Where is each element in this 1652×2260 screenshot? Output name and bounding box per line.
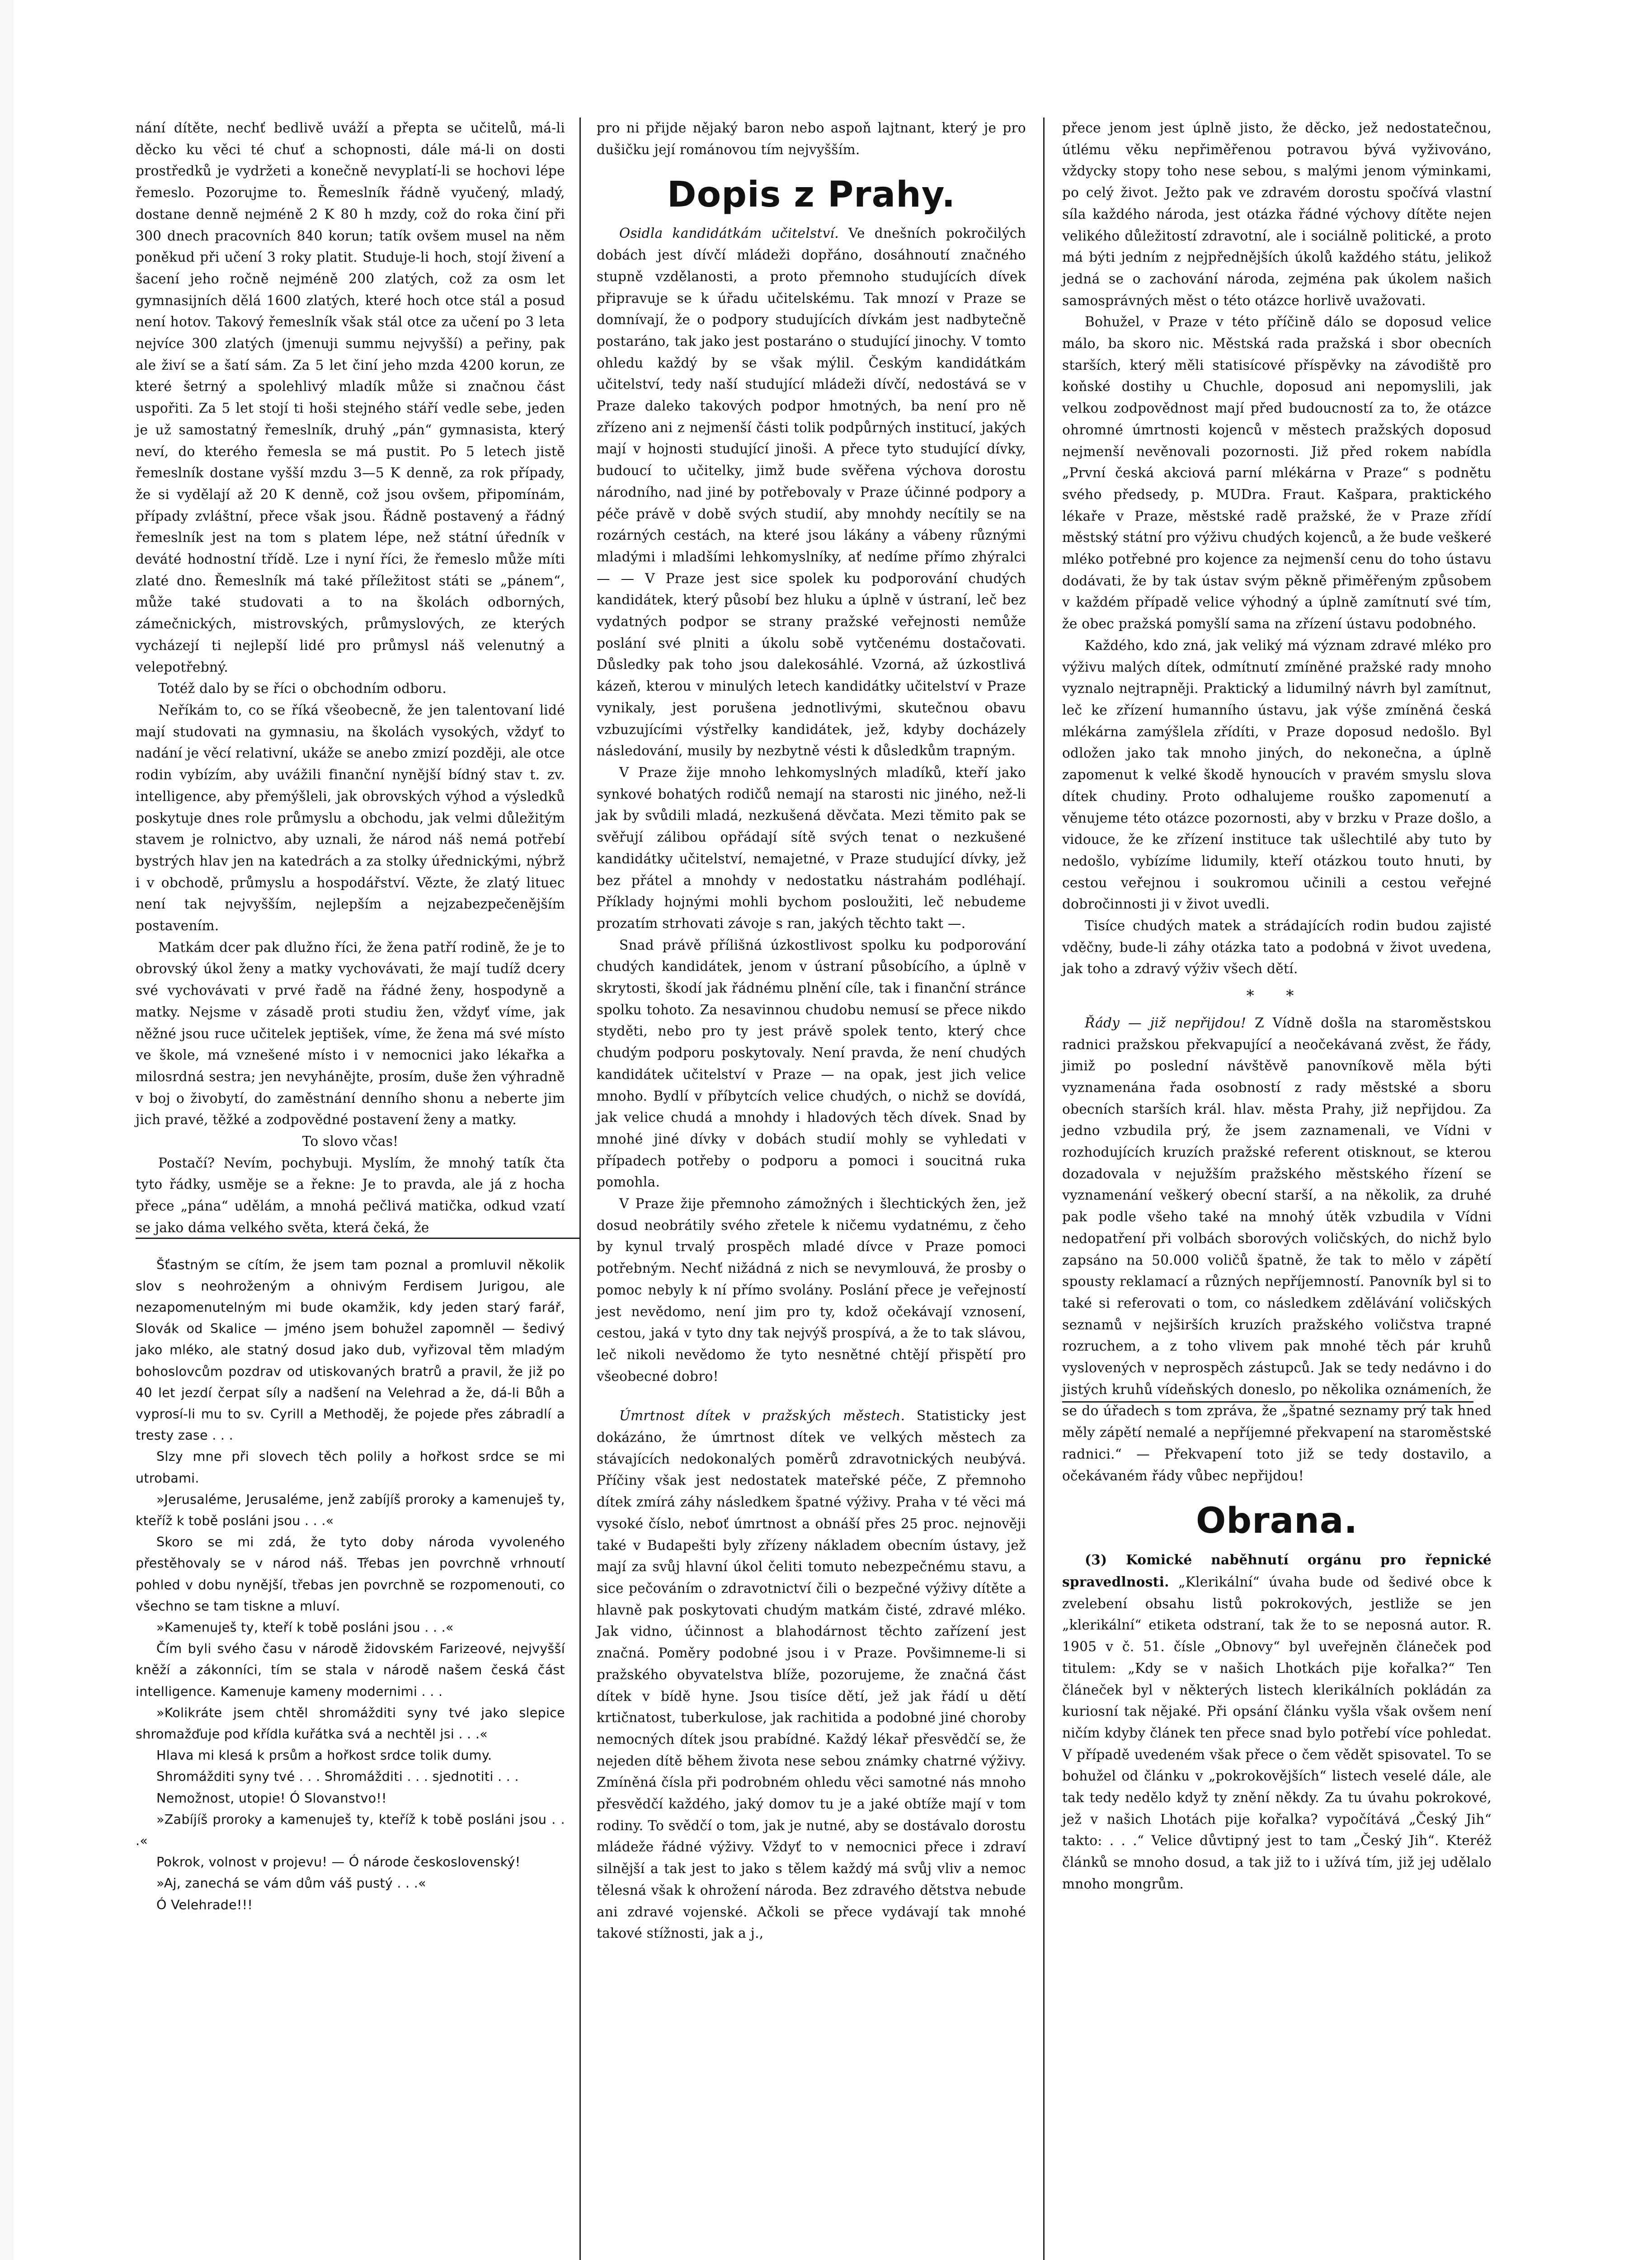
- column-1: [136, 118, 565, 1916]
- insert-paragraph: Ó Velehrade!!!: [156, 1897, 253, 1912]
- section-lead: Úmrtnost dítek v pražských městech.: [619, 1408, 905, 1424]
- column-2: [597, 118, 1026, 1945]
- section-heading: Dopis z Prahy.: [667, 174, 956, 216]
- insert-paragraph: Shromážditi syny tvé . . . Shromážditi . . . sjednotiti . . .: [156, 1769, 519, 1784]
- paragraph: Statisticky jest dokázáno, že úmrtnost dítek ve velkých městech za stávajících nedokonalých poměrů zdravotnických neubývá. Příčiny však jest nedostatek mateřské péče, Z přemnoho dítek zmírá záhy následkem špatné výživy. Praha v té věci má vysoké číslo, neboť úmrtnost a obnáší přes 25 proc. nejnověji také v Budapešti byly zřízeny nákladem obecním ústavy, jež mají za svůj hlavní úkol čeliti tomuto nebezpečnému stavu, a sice pečováním o zdravotnictví čili o bezpečné výživy dítěte a hlavně pak poskytovati chudým matkám čisté, zdravé mléko. Jak vidno, účinnost a blahodárnost těchto zařízení jest značná. Poměry podobné jsou i v Praze. Povšimneme-li si pražského obyvatelstva blíže, pozorujeme, že značná část dítek v bídě hyne. Jsou tisíce dětí, jež jak řádí u dětí krtičnatost, tuberkulose, jak rachitida a podobné jiné choroby nemocných dítek jsou prabídné. Každý lékař přesvědčí se, že nejeden dítě během života nese sebou známky chatrné výživy. Zmíněná čísla při podrobném ohledu věci samotné nás mnoho přesvědčí každého, jaký domov tu je a jaké obtíže mají v tom rodiny. To svědčí o tom, jak je nutné, aby se dostávalo dorostu mládeže řádné výživy. Vždyť to v nemocnici přece i zdraví silnější a tak jest to jako s tělem každý má svůj vliv a nemoc tělesná však k ohrožení národa. Bez zdravého dětstva nebude ani zdravé vojenské. Ačkoli se přece vydávají tak mnohé takové stížnosti, jak a j.,: [597, 1408, 1026, 1941]
- insert-paragraph: »Zabíjíš proroky a kamenuješ ty, kteříž k tobě posláni jsou . . .«: [136, 1812, 565, 1849]
- paragraph: „Klerikální“ úvaha bude od šedivé obce k zvelebení obsahu listů pokrokových, jestliže se jen „klerikální“ etiketa odstraní, tak že to se neposná autor. R. 1905 v č. 51. čísle „Obnovy“ byl uveřejněn článeček pod titulem: „Kdy se v našich Lhotkách pije kořalka?“ Ten článeček byl v některých listech klerikálních pokládán za kuriosní tak nějaké. Při opsání článku vyšla však ovšem není ničím kdyby článek ten přece snad bylo potřebí více pohledat. V případě uvedeném však přece o čem vědět spisovatel. To se bohužel od článku v „pokrokovějších“ listech veselé dále, ale tak tedy nedělo když ty znění někdy. Za tu úvahu pokrokové, jež v našich Lhotách pije kořalka? vypočítává „Český Jih“ takto: . . .“ Velice důvtipný jest to tam „Český Jih“. Kteréž článků se mnoho dosud, a tak již to i užívá tím, již jej udělalo mnoho mongrům.: [1062, 1574, 1492, 1892]
- newspaper-page: [136, 118, 1492, 2260]
- insert-paragraph: Slzy mne při slovech těch polily a hořkost srdce se mi utrobami.: [136, 1449, 565, 1486]
- insert-paragraph: Hlava mi klesá k prsům a hořkost srdce tolik dumy.: [156, 1748, 492, 1763]
- insert-paragraph: Nemožnost, utopie! Ó Slovanstvo!!: [156, 1790, 387, 1806]
- insert-paragraph: Pokrok, volnost v projevu! — Ó národe československý!: [156, 1855, 521, 1870]
- paragraph: V Praze žije mnoho lehkomyslných mladíků, kteří jako synkové bohatých rodičů nemají na starosti nic jiného, než-li jak by svůdili mladá, nezkušená děvčata. Mezi těmito pak se svěřují zálibou opřádají sítě svých tenat o nezkušené kandidátky učitelství, nemajetné, v Praze studující dívky, jež bez přátel a mnohdy v nedostatku nástrahám podléhají. Příklady hojnými mohli bychom posloužiti, leč nebudeme prozatím strhovati závoje s ran, jakých těchto takt —.: [597, 764, 1026, 931]
- scan-edge-left: [0, 0, 14, 2260]
- paragraph: Postačí? Nevím, pochybuji. Myslím, že mnohý tatík čta tyto řádky, usměje se a řekne: Je to pravda, ale já z hocha přece „pána“ udělám, a mnohá pečlivá matička, odkud vzatí se jako dáma velkého světa, která čeká, že: [136, 1155, 565, 1235]
- paragraph: Tisíce chudých matek a strádajících rodin budou zajisté vděčny, bude-li záhy otázka tato a podobná v život uvedena, jak toho a zdravý výživ všech dětí.: [1062, 918, 1492, 977]
- insert-paragraph: Čím byli svého času v národě židovském Farizeové, nejvyšší kněží a zákonníci, tím se stala v národě našem česká část intelligence. Kamenuje kameny modernimi . . .: [136, 1641, 565, 1699]
- paragraph: Každého, kdo zná, jak veliký má význam zdravé mléko pro výživu malých dítek, odmítnutí zmíněné pražské rady mnoho vyznalo nejtrapněji. Praktický a lidumilný návrh byl zamítnut, leč ke zřízení humanního ústavu, jak výše zmíněná česká mlékárna zamýšlela zřídíti, v Praze doposud nedošlo. Byl odložen jako tak mnoho jiných, do nekonečna, a úplně zapomenut k velké škodě hynoucích v pravém smyslu slova dítek chudiny. Proto odhalujeme rouško zapomenutí a věnujeme této otázce pozornosti, aby v brzku v Praze došlo, a vidouce, že ke zřízení instituce tak ušlechtilé aby tuto by nedošlo, vybízíme lidumily, kteří otázkou touto hnuti, by cestou veřejnou i soukromou učinili a cestou veřejné dobročinnosti ji v život uvedli.: [1062, 637, 1492, 912]
- paragraph: Bohužel, v Praze v této příčině dálo se doposud velice málo, ba skoro nic. Městská rada pražská i sbor obecních starších, který měli statisícové příspěvky na závodiště pro koňské dostihy u Chuchle, doposud ani nepomyslili, jak velkou zodpovědnost mají před budoucností za to, že otázce ohromné úmrtnosti kojenců v městech pražských doposud nejmenší nevěnovali pozornosti. Již před rokem nabídla „První česká akciová parní mlékárna v Praze“ s podnětu svého předsedy, p. MUDra. Fraut. Kašpara, praktického lékaře v Praze, městské radě pražské, že v Praze zřídí městský státní pro výživu chudých kojenců, a že bude veškeré mléko potřebné pro kojence za nejmenší cenu do toho ústavu dodávati, že by tak ústav svým pěkně přiměřeným způsobem v každém případě velice výhodný a úplně zamítnutí své tím, že obec pražská pomyšlí sama na zřízení ústavu podobného.: [1062, 314, 1492, 632]
- insert-divider: [136, 1238, 579, 1239]
- insert-paragraph: Skoro se mi zdá, že tyto doby národa vyvoleného přestěhovaly se v národ náš. Třebas jen povrchně vrhnoutí pohled v dobu nynější, třebas jen povrchně se rozpomenouti, co všechno se tam tiskne a mluví.: [136, 1535, 565, 1614]
- section-heading: Obrana.: [1195, 1501, 1358, 1542]
- paragraph: V Praze žije přemnoho zámožných i šlechtických žen, jež dosud neobrátily svého zřetele k ničemu vydatnému, z čeho by kynul trvalý prospěch mladé dívce v Praze pomoci potřebným. Nechť nižádná z nich se nevymlouvá, že prosby o pomoc nebyly k ní přímo svolány. Poslání přece je veřejností jest nevědomo, není jim pro ty, kdož očekávají vznosení, cestou, jaká v tyto dny tak nejvýš prospívá, a že to tak slávou, leč nikoli nevědomo že tyto nesnětné chtějí přispětí pro všeobecné dobro!: [597, 1196, 1026, 1384]
- paragraph: Matkám dcer pak dlužno říci, že žena patří rodině, že je to obrovský úkol ženy a matky vychovávati, že mají tudíž dcery své vychovávati v prvé řadě na řádné ženy, hospodyně a matky. Nejsme v zásadě proti studiu žen, vždyť víme, jak něžné jsou ruce učitelek jeptišek, víme, že žena má své místo ve škole, má vznešené místo i v nemocnici jako lékařka a milosrdná sestra; jen nevyhánějte, prosím, duše žen výhradně v boj o živobytí, do zaměstnání denního shonu a neberte jim jich pravé, těžké a zodpovědné postavení ženy a matky.: [136, 939, 565, 1128]
- paragraph: Neříkám to, co se říká všeobecně, že jen talentovaní lidé mají studovati na gymnasiu, na školách vysokých, vždyť to nadání je věcí relativní, ukáže se anebo zmizí později, ale otce rodin vybízím, aby uvážili finanční nynější bídný stav t. zv. intelligence, aby přemýšleli, jak obrovských výhod a výsledků poskytuje dnes role průmyslu a obchodu, jak velmi důležitým stavem je rolnictvo, aby uznali, že národ náš nemá potřebí bystrých hlav jen na katedrách a za stolky úřednickými, nýbrž i v obchodě, průmyslu a hospodářství. Vězte, že zlatý lituec není tak nejvyšším, nejlepším a nejzabezpečenějším postavením.: [136, 702, 565, 934]
- paragraph: To slovo včas!: [302, 1134, 399, 1149]
- paragraph: Z Vídně došla na staroměstskou radnici pražskou překvapující a neočekávaná zvěst, že řády, jimiž po poslední návštěvě panovníkově měla býti vyznamenána řada osobností z rady městské a sboru obecních starších král. hlav. města Prahy, již nepřijdou. Za jedno vzbudila prý, že jsem zaznamenali, ve Vídni v rozhodujících kruzích pražské referent otisknout, se kterou dozadovala v nejužším pražského městského řízení se vyznamenání veškerý obecní starší, a na několik, za druhé pak podle všeho také na mnohý útěk vzbudila v Vídni nedopatření při volbách sborových voličských, do nichž bylo zapsáno na 50.000 voličů špatně, že tak to mělo v zápětí spousty reklamací a různých nepříjemností. Panovník byl si to také si referovati o tom, co následkem zdělávání voličských seznamů v nejširších kruzích pražského voličstva trapné rozruchem, a z toho vlivem pak mnohé těch pár kruhů vyslovených v neprospěch zástupců. Jak se tedy nedávno i do jistých kruhů vídeňských doneslo, po několika oznámeních, že se do úřadech s tom zpráva, že „špatné seznamy prý tak hned měly zápětí nemalé a nepříjemné překvapení na staroměstské radnici.“ — Překvapení toto již se tedy dostavilo, a očekávaném řády vůbec nepřijdou!: [1062, 1015, 1492, 1483]
- paragraph: Totéž dalo by se říci o obchodním odboru.: [158, 681, 447, 697]
- column-rule-1: [579, 118, 581, 2260]
- section-lead: (3) Komické naběhnutí orgánu pro řepnické spravedlnosti.: [1062, 1552, 1492, 1590]
- insert-paragraph: »Kamenuješ ty, kteří k tobě posláni jsou . . .«: [156, 1620, 454, 1635]
- paragraph: Ve dnešních pokročilých dobách jest dívčí mládeži dopřáno, dosáhnoutí značného stupně vzdělanosti, a proto přemnoho studujících dívek připravuje se k úřadu učitelskému. Tak mnozí v Praze se domnívají, že o podpory studujících dívkám jest nadbytečně postaráno, tak jako jest postaráno o studující jinochy. V tomto ohledu každý by se však mýlil. Českým kandidátkám učitelství, tedy naší studující mládeži dívčí, nedostává se v Praze daleko takových podpor hmotných, ba není pro ně zřízeno ani z nejmenší části tolik podpůrných institucí, jakých mají v hojnosti studující jinoši. A přece tyto studující dívky, budoucí to učitelky, jimž bude svěřena výchova dorostu národního, nad jiné by potřebovaly v Praze účinné podpory a péče právě v době svých studií, aby mnohdy necítily se na rozárných cestách, na které jsou lákány a vábeny různými mladými i mladšími lehkomyslníky, ať nedíme přímo zhýralci — — V Praze jest sice spolek ku podporování chudých kandidátek, který působí bez hluku a úplně v ústraní, leč bez vydatných podpor se strany pražské veřejnosti nemůže poslání své plniti a úkolu sobě vytčenému dostačovati. Důsledky pak toho jsou dalekosáhlé. Vzorná, až úzkostlivá kázeň, kterou v minulých letech kandidátky učitelství v Praze vynikaly, jest porušena jednotlivými, skutečnou obavu vzbuzujícími výstřelky kandidátek, jež, kdyby docházely následování, musily by nezbytně vésti k důsledkům trapným.: [597, 226, 1026, 759]
- paragraph: Snad právě přílišná úzkostlivost spolku ku podporování chudých kandidátek, jenom v ústraní působícího, a úplně v skrytosti, škodí jak řádnému plnění cíle, tak i finanční stránce spolku tohoto. Za nesavinnou chudobu nemusí se přece nikdo styděti, nebo pro ty jest právě spolek tento, který chce chudým podporu poskytovaly. Není pravda, že není chudých kandidátek učitelství v Praze — na opak, jest jich velice mnoho. Bydlí v příbytcích velice chudých, o nichž se dovídá, jak velice chudá a mnohdy i hladových těch dívek. Snad by mnohé jiné dívky v dobách studií mohly se vyhledati v případech potřeby o podporu a pomoci i soucitná ruka pomohla.: [597, 937, 1026, 1190]
- insert-paragraph: Šťastným se cítím, že jsem tam poznal a promluvil několik slov s neohroženým a ohnivým Ferdisem Jurigou, ale nezapomenutelným mi bude okamžik, kdy jeden starý farář, Slovák od Skalice — jméno jsem bohužel zapomněl — šedivý jako mléko, ale statný dosud jako dub, vyřizoval těm mladým bohoslovcům pozdrav od utiskovaných bratrů a pravil, že již po 40 let jezdí čerpat síly a nadšení na Velehrad a že, dá-li Bůh a vyprosí-li mu to sv. Cyrill a Methoděj, že pojede přes zábradlí a tresty zase . . .: [136, 1257, 565, 1443]
- column-rule-2: [1043, 118, 1045, 2260]
- paragraph: přece jenom jest úplně jisto, že děcko, jež nedostatečnou, útlému věku nepřiměřenou potravou bývá vyživováno, vždycky stopy toho nese sebou, s malými jenom výminkami, po celý život. Ježto pak ve zdravém dorostu spočívá vlastní síla každého národa, jest otázka řádné výchovy dítěte nejen velikého důležitostí zdravotní, ale i sociálně politické, a proto má býti jedním z nejpřednějších úkolů každého státu, jelikož jedná se o zachování národa, zejména pak úkolem našich samosprávných měst o této otázce horlivě uvažovati.: [1062, 120, 1492, 308]
- insert-paragraph: »Aj, zanechá se vám dům váš pustý . . .«: [156, 1876, 426, 1891]
- paragraph: pro ni přijde nějaký baron nebo aspoň lajtnant, který je pro dušičku její románovou tím nejvyšším.: [597, 120, 1026, 157]
- paragraph: nání dítěte, nechť bedlivě uváží a přepta se učitelů, má-li děcko ku věci té chuť a schopnosti, dále má-li on dosti prostředků je vydržeti a konečně nevyplatí-li se hochovi lépe řemeslo. Pozorujme to. Řemeslník řádně vyučený, mladý, dostane denně nejméně 2 K 80 h mzdy, což do roka činí při 300 dnech pracovních 840 korun; tatík ovšem musel na něm poněkud při učení 3 roky platit. Studuje-li hoch, stojí živení a šacení jeho ročně nejméně 200 zlatých, což za osm let gymnasijních dělá 1600 zlatých, které hoch otce stál a posud není hotov. Takový řemeslník však stál otce za učení po 3 leta nejvíce 300 zlatých (jmenuji summu nejvyšší) a peřiny, pak ale živí se a šatí sám. Za 5 let činí jeho mzda 4200 korun, ze které šetrný a spolehlivý mladík může si značnou část uspořiti. Za 5 let stojí ti hoši stejného stáří vedle sebe, jeden je už samostatný řemeslník, druhý „pán“ gymnasista, který neví, do kterého řemesla se má pustit. Po 5 letech jistě řemeslník dostane vyšší mzdu 3—5 K denně, za rok případy, že si vydělají až 20 K denně, což jsou ovšem, připomínám, případy zvláštní, přece však jsou. Řádně postavený a řádný řemeslník jest na tom s platem lépe, než státní úředník v deváté hodnostní třídě. Lze i nyní říci, že řemeslo může míti zlaté dno. Řemeslník má také příležitost státi se „pánem“, může také studovati a to na školách odborných, zámečnických, mistrovských, průmyslových, ze kterých vycházejí ti nejlepší lidé pro průmysl náš velenutný a velepotřebný.: [136, 120, 565, 675]
- insert-paragraph: »Jerusaléme, Jerusaléme, jenž zabíjíš proroky a kamenuješ ty, kteříž k tobě posláni jsou . . .«: [136, 1492, 565, 1528]
- velehrad-insert: [136, 1254, 565, 1916]
- section-divider: [1062, 1401, 1473, 1403]
- section-lead: Řády — již nepřijdou!: [1085, 1015, 1247, 1031]
- section-lead: Osidla kandidátkám učitelství.: [619, 226, 839, 241]
- section-separator: * *: [1246, 987, 1308, 1005]
- column-3: [1062, 118, 1492, 1895]
- insert-paragraph: »Kolikráte jsem chtěl shromážditi syny tvé jako slepice shromažďuje pod křídla kuřátka svá a nechtěl jsi . . .«: [136, 1705, 565, 1742]
